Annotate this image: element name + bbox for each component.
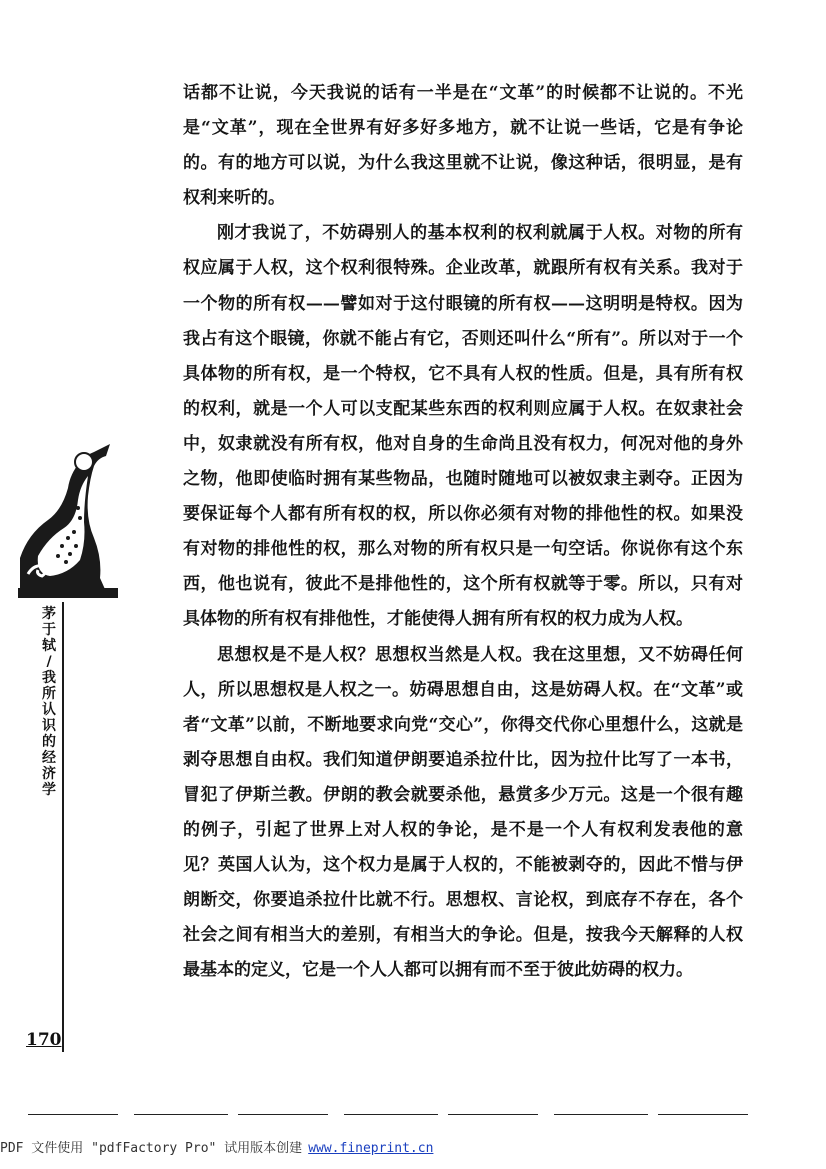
margin-rule — [62, 602, 64, 1052]
running-title-char: 济 — [42, 766, 56, 782]
running-title-char: 识 — [42, 718, 56, 734]
running-title-char: 学 — [42, 782, 56, 798]
paragraph-1: 话都不让说，今天我说的话有一半是在“文革”的时候都不让说的。不光是“文革”，现在全世界有好多好多地方，就不让说一些话，它是有争论的。有的地方可以说，为什么我这里就不让说，像这种话，很明显，是有权利来听的。 — [183, 83, 743, 209]
page-number: 170 — [26, 1030, 62, 1050]
bird-ornament-icon — [18, 438, 118, 598]
running-title-char: 茅 — [42, 606, 56, 622]
running-title-char: 所 — [42, 686, 56, 702]
watermark-text: PDF 文件使用 "pdfFactory Pro" 试用版本创建 — [0, 1141, 303, 1156]
running-title-char: 认 — [42, 702, 56, 718]
body-text — [183, 76, 743, 988]
paragraph-3: 思想权是不是人权？思想权当然是人权。我在这里想，又不妨碍任何人，所以思想权是人权之一。妨碍思想自由，这是妨碍人权。在“文革”或者“文革”以前，不断地要求向党“交心”，你得交代你心里想什么，这就是剥夺思想自由权。我们知道伊朗要追杀拉什比，因为拉什比写了一本书，冒犯了伊斯兰教。伊朗的教会就要杀他，悬赏多少万元。这是一个很有趣的例子，引起了世界上对人权的争论，是不是一个人有权利发表他的意见？英国人认为，这个权力是属于人权的，不能被剥夺的，因此不惜与伊朗断交，你要追杀拉什比就不行。思想权、言论权，到底存不存在，各个社会之间有相当大的差别，有相当大的争论。但是，按我今天解释的人权最基本的定义，它是一个人人都可以拥有而不至于彼此妨碍的权力。 — [183, 644, 743, 981]
running-title-char: / — [46, 654, 52, 670]
bottom-rule — [28, 1114, 750, 1115]
running-title-char: 于 — [42, 622, 56, 638]
running-title — [39, 606, 59, 798]
watermark-link[interactable]: www.fineprint.cn — [308, 1141, 434, 1156]
running-title-char: 的 — [42, 734, 56, 750]
pdf-watermark — [0, 1137, 439, 1157]
running-title-char: 经 — [42, 750, 56, 766]
running-title-char: 轼 — [42, 638, 56, 654]
paragraph-2: 刚才我说了，不妨碍别人的基本权利的权利就属于人权。对物的所有权应属于人权，这个权利很特殊。企业改革，就跟所有权有关系。我对于一个物的所有权——譬如对于这付眼镜的所有权——这明明是特权。因为我占有这个眼镜，你就不能占有它，否则还叫什么“所有”。所以对于一个具体物的所有权，是一个特权，它不具有人权的性质。但是，具有所有权的权利，就是一个人可以支配某些东西的权利则应属于人权。在奴隶社会中，奴隶就没有所有权，他对自身的生命尚且没有权力，何况对他的身外之物，他即使临时拥有某些物品，也随时随地可以被奴隶主剥夺。正因为要保证每个人都有所有权的权，所以你必须有对物的排他性的权。如果没有对物的排他性的权，那么对物的所有权只是一句空话。你说你有这个东西，他也说有，彼此不是排他性的，这个所有权就等于零。所以，只有对具体物的所有权有排他性，才能使得人拥有所有权的权力成为人权。 — [183, 223, 743, 630]
running-title-char: 我 — [42, 670, 56, 686]
